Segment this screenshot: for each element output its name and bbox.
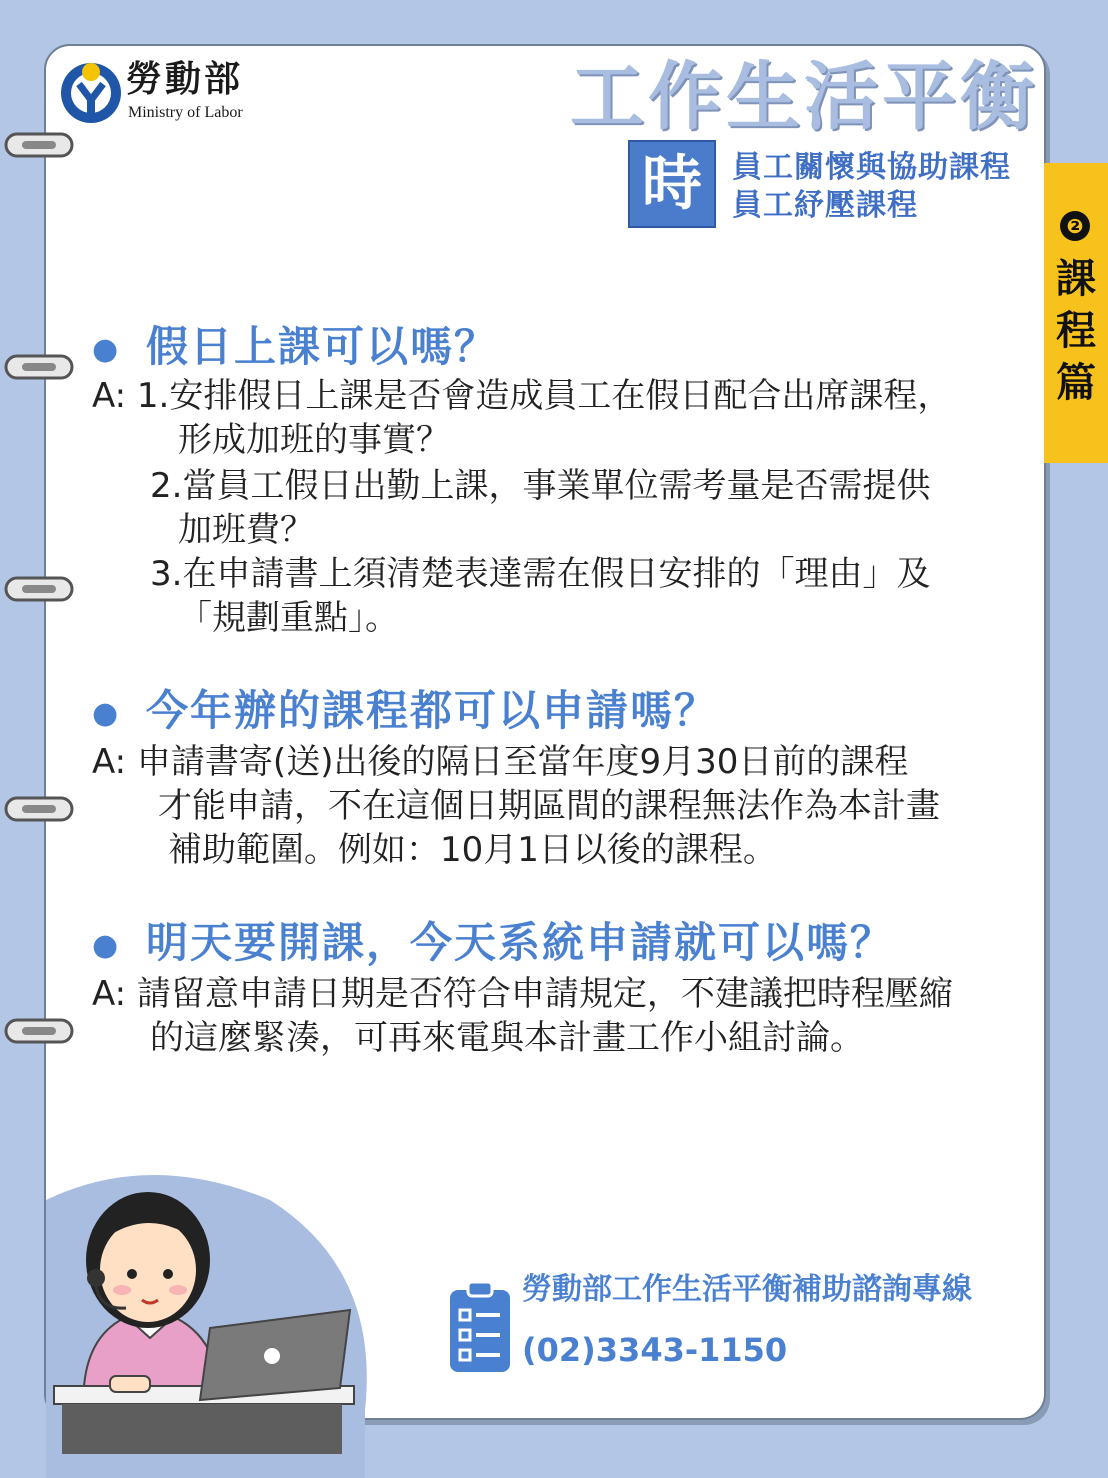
ministry-logo (58, 56, 298, 132)
faq-answer-line: 形成加班的事實？ (178, 420, 450, 460)
hotline-title: 勞動部工作生活平衡補助諮詢專線 (522, 1272, 972, 1307)
faq-question (92, 918, 894, 971)
faq-question (92, 686, 718, 739)
ministry-emblem-icon (58, 56, 124, 126)
faq-answer-line: A: 請留意申請日期是否符合申請規定，不建議把時程壓縮 (92, 974, 953, 1014)
clipboard-icon (446, 1278, 514, 1374)
faq-answer-line: 加班費？ (178, 510, 314, 550)
faq-answer-line: 「規劃重點」。 (178, 598, 399, 638)
time-badge: 時 (628, 140, 716, 228)
faq-question-text: 假日上課可以嗎？ (146, 322, 499, 371)
section-tab-label: 課程篇 (1056, 256, 1096, 406)
binder-ring-icon (4, 792, 74, 826)
binder-ring-icon (4, 1014, 74, 1048)
faq-answer-line: A: 申請書寄(送)出後的隔日至當年度9月30日前的課程 (92, 742, 909, 782)
faq-question (92, 322, 498, 375)
faq-answer-line: 3.在申請書上須清楚表達需在假日安排的「理由」及 (150, 554, 931, 594)
bullet-icon: ● (92, 695, 121, 731)
faq-question-text: 明天要開課，今天系統申請就可以嗎？ (146, 918, 895, 967)
subtitle-stress-course: 員工紓壓課程 (732, 188, 918, 223)
subtitle-care-course: 員工關懷與協助課程 (732, 150, 1011, 185)
faq-answer-line: 補助範圍。例如：10月1日以後的課程。 (168, 830, 777, 870)
binder-ring-icon (4, 128, 74, 162)
bullet-icon: ● (92, 331, 121, 367)
section-tab (1044, 163, 1108, 463)
bullet-icon: ● (92, 927, 121, 963)
hotline-phone-number[interactable]: (02)3343-1150 (522, 1331, 788, 1369)
faq-question-text: 今年辦的課程都可以申請嗎？ (146, 686, 719, 735)
section-number-badge: ❷ (1060, 211, 1090, 241)
binder-ring-icon (4, 350, 74, 384)
faq-answer-line: 的這麼緊湊，可再來電與本計畫工作小組討論。 (150, 1018, 864, 1058)
binder-ring-icon (4, 572, 74, 606)
faq-answer-line: 2.當員工假日出勤上課，事業單位需考量是否需提供 (150, 466, 931, 506)
page-title: 工作生活平衡 (570, 54, 1038, 140)
faq-answer-line: A: 1.安排假日上課是否會造成員工在假日配合出席課程， (92, 376, 952, 416)
call-center-operator-illustration (0, 1160, 380, 1478)
logo-chinese-name: 勞動部 (126, 59, 244, 100)
faq-answer-line: 才能申請，不在這個日期區間的課程無法作為本計畫 (158, 786, 940, 826)
logo-english-name: Ministry of Labor (128, 104, 243, 121)
